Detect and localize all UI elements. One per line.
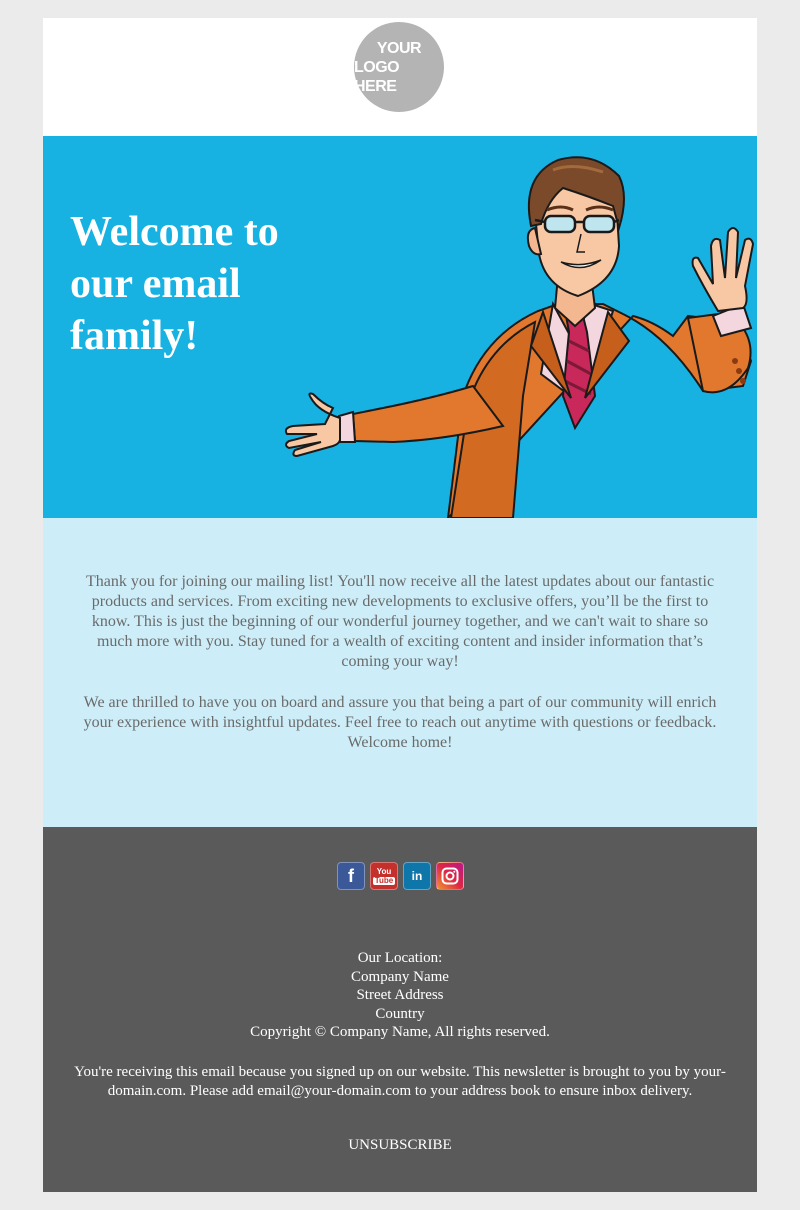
street-address: Street Address [356,987,444,1003]
linkedin-icon[interactable] [403,862,431,890]
subscription-notice: You're receiving this email because you signed up on our website. This newsletter is brought to you by your-domain.com. Please add email@your-domain.com to your address book to ensure inbox delivery. [74,1064,726,1099]
instagram-icon[interactable] [436,862,464,890]
copyright: Copyright © Company Name, All rights reserved. [250,1024,550,1040]
email-container [43,18,757,1192]
social-links [337,862,464,890]
email-footer [43,827,757,1192]
logo[interactable] [354,22,444,112]
location-label: Our Location: [357,950,443,966]
company-address [43,949,757,1042]
hero-title-line-1: Welcome to [70,209,279,255]
hero-title-line-3: family! [70,313,199,359]
hero-title-line-2: our email [70,261,241,307]
welcome-message [43,518,757,827]
instagram-camera-icon [441,867,459,885]
welcome-man-illustration [273,136,757,518]
youtube-glyph-bottom: Tube [374,875,394,885]
linkedin-glyph: in [411,869,423,883]
youtube-icon[interactable] [370,862,398,890]
facebook-icon[interactable] [337,862,365,890]
company-name: Company Name [351,968,449,985]
hero-banner [43,136,757,518]
message-paragraph-2: We are thrilled to have you on board and assure you that being a part of our community will enrich your experience with insightful updates. Feel free to reach out anytime with questions or feedback. Welcome home! [83,694,717,751]
logo-line-2: LOGO HERE [354,58,400,95]
country: Country [375,1005,425,1022]
youtube-glyph-top: You [376,866,392,876]
logo-line-1: YOUR [376,39,422,57]
facebook-glyph: f [348,865,354,886]
message-paragraph-1: Thank you for joining our mailing list! You'll now receive all the latest updates about our fantastic products and services. From exciting new developments to exclusive offers, you’ll be the first to know. This is just the beginning of our wonderful journey together, and we can't wait to share so much more with you. Stay tuned for a wealth of exciting content and insider information that’s coming your way! [85,573,715,670]
email-header [43,18,757,136]
unsubscribe-link[interactable]: UNSUBSCRIBE [348,1137,452,1153]
